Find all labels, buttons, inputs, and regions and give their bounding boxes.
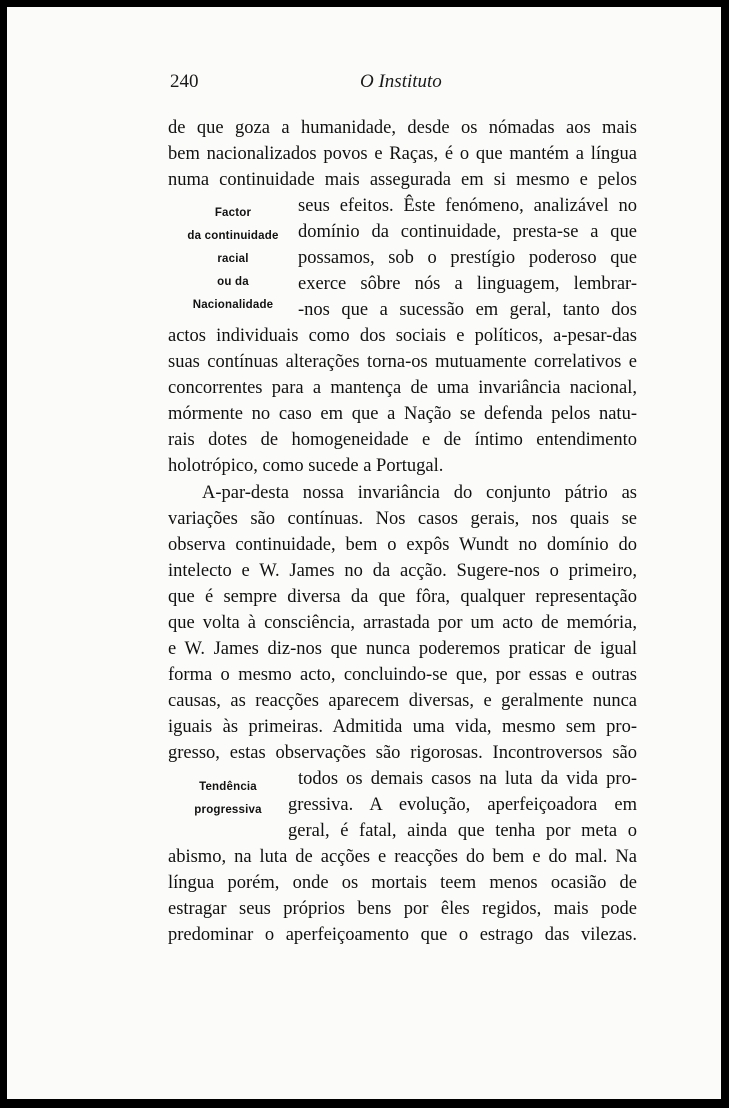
text-line: que volta à consciência, arrastada por um acto de memória, — [168, 613, 637, 633]
text-line: todos os demais casos na luta da vida pro- — [298, 769, 637, 789]
text-line: observa continuidade, bem o expôs Wundt no domínio do — [168, 535, 637, 555]
text-line: seus efeitos. Êste fenómeno, analizável no — [298, 196, 637, 216]
margin-note-line: Nacionalidade — [192, 299, 274, 311]
text-line: domínio da continuidade, presta-se a que — [298, 222, 637, 242]
text-line: forma o mesmo acto, concluindo-se que, por essas e outras — [168, 665, 637, 685]
margin-note-line: da continuidade — [187, 230, 279, 242]
text-line: de que goza a humanidade, desde os nómadas aos mais — [168, 118, 637, 138]
text-line: predominar o aperfeiçoamento que o estrago das vilezas. — [168, 925, 637, 945]
margin-note-line: Tendência — [199, 781, 257, 793]
text-line: língua porém, onde os mortais teem menos ocasião de — [168, 873, 637, 893]
text-line: exerce sôbre nós a linguagem, lembrar- — [298, 274, 637, 294]
text-line-paragraph-start: A-par-desta nossa invariância do conjunto pátrio as — [202, 483, 637, 503]
text-line: abismo, na luta de acções e reacções do bem e do mal. Na — [168, 847, 637, 867]
running-head — [0, 71, 729, 95]
margin-note-tendencia-progressiva — [178, 776, 278, 822]
text-line: rais dotes de homogeneidade e de íntimo entendimento — [168, 430, 637, 450]
text-line: mórmente no caso em que a Nação se defenda pelos natu- — [168, 404, 637, 424]
text-line: concorrentes para a mantença de uma invariância nacional, — [168, 378, 637, 398]
text-line: variações são contínuas. Nos casos gerais, nos quais se — [168, 509, 637, 529]
text-line: actos individuais como dos sociais e políticos, a-pesar-das — [168, 326, 637, 346]
margin-note-factor-continuidade — [178, 202, 288, 317]
margin-note-line: progressiva — [194, 804, 262, 816]
page-number: 240 — [170, 71, 199, 92]
text-line: gressiva. A evolução, aperfeiçoadora em — [288, 795, 637, 815]
text-line: holotrópico, como sucede a Portugal. — [168, 456, 444, 476]
text-line: -nos que a sucessão em geral, tanto dos — [298, 300, 637, 320]
text-line: e W. James diz-nos que nunca poderemos praticar de igual — [168, 639, 637, 659]
text-line: geral, é fatal, ainda que tenha por meta o — [288, 821, 637, 841]
margin-note-line: racial — [217, 253, 249, 265]
margin-note-line: ou da — [217, 276, 249, 288]
journal-title: O Instituto — [360, 71, 442, 92]
text-line: bem nacionalizados povos e Raças, é o que mantém a língua — [168, 144, 637, 164]
text-line: causas, as reacções aparecem diversas, e geralmente nunca — [168, 691, 637, 711]
text-line: possamos, sob o prestígio poderoso que — [298, 248, 637, 268]
text-line: numa continuidade mais assegurada em si mesmo e pelos — [168, 170, 637, 190]
text-line: suas contínuas alterações torna-os mutuamente correlativos e — [168, 352, 637, 372]
text-line: que é sempre diversa da que fôra, qualquer representação — [168, 587, 637, 607]
text-line: intelecto e W. James no da acção. Sugere-nos o primeiro, — [168, 561, 637, 581]
text-line: iguais às primeiras. Admitida uma vida, mesmo sem pro- — [168, 717, 637, 737]
text-line: gresso, estas observações são rigorosas. Incontroversos são — [168, 743, 637, 763]
text-line: estragar seus próprios bens por êles regidos, mais pode — [168, 899, 637, 919]
margin-note-line: Factor — [214, 207, 252, 219]
